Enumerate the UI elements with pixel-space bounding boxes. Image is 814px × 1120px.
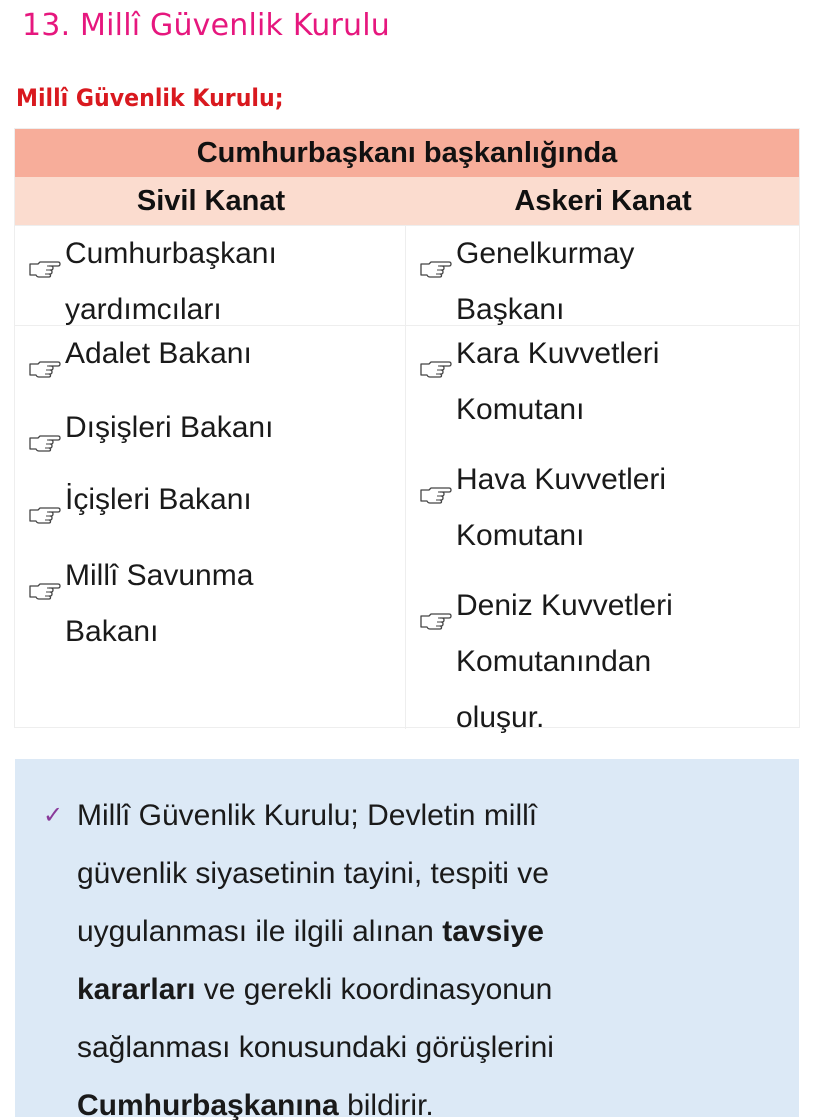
item-line: Komutanı: [456, 519, 585, 552]
pointing-hand-icon: [29, 564, 61, 588]
table-column-headers: [15, 177, 799, 225]
item-line: Adalet Bakanı: [65, 337, 252, 370]
list-item: [65, 226, 277, 338]
item-line: İçişleri Bakanı: [65, 483, 252, 516]
list-item: [456, 452, 666, 564]
civil-cell: [15, 226, 406, 325]
pointing-hand-icon: [420, 242, 452, 266]
item-line: Başkanı: [456, 293, 565, 326]
civil-cell: [15, 326, 406, 729]
note-run: Millî Güvenlik Kurulu; Devletin millî: [77, 799, 538, 832]
item-line: Dışişleri Bakanı: [65, 411, 274, 444]
note-emphasis: Cumhurbaşkanına: [77, 1089, 339, 1120]
table-row: [15, 225, 799, 325]
section-title: 13. Millî Güvenlik Kurulu: [22, 8, 390, 43]
pointing-hand-icon: [420, 468, 452, 492]
list-item: [65, 472, 252, 528]
column-header-military: Askeri Kanat: [514, 185, 692, 217]
military-cell: [406, 226, 799, 325]
note-line: [77, 787, 777, 845]
sub-heading: Millî Güvenlik Kurulu;: [16, 84, 284, 112]
item-line: Cumhurbaşkanı: [65, 237, 277, 270]
note-line: [77, 961, 777, 1019]
pointing-hand-icon: [420, 342, 452, 366]
council-table: [14, 128, 800, 734]
pointing-hand-icon: [420, 594, 452, 618]
checkmark-icon: ✓: [43, 802, 64, 829]
info-note: [15, 759, 799, 1120]
item-line: Genelkurmay: [456, 237, 635, 270]
note-run: bildirir.: [338, 1089, 434, 1120]
note-line: [77, 1019, 777, 1077]
note-run: uygulanması ile ilgili alınan: [77, 915, 443, 948]
note-line: [77, 845, 777, 903]
column-header-civil: Sivil Kanat: [136, 185, 286, 217]
list-item: [456, 226, 634, 338]
note-run: sağlanması konusundaki görüşlerini: [77, 1031, 554, 1064]
list-item: [65, 326, 252, 382]
item-line: Kara Kuvvetleri: [456, 337, 660, 370]
list-item: [456, 326, 659, 438]
table-row: [15, 325, 799, 734]
military-cell: [406, 326, 799, 734]
note-run: ve gerekli koordinasyonun: [195, 973, 553, 1006]
table-header: Cumhurbaşkanı başkanlığında: [15, 129, 799, 177]
item-line: Hava Kuvvetleri: [456, 463, 667, 496]
item-line: Komutanından: [456, 645, 652, 678]
item-line: Komutanı: [456, 393, 585, 426]
note-text: [77, 787, 777, 1120]
pointing-hand-icon: [29, 488, 61, 512]
list-item: [456, 578, 673, 746]
pointing-hand-icon: [29, 342, 61, 366]
pointing-hand-icon: [29, 416, 61, 440]
list-item: [65, 400, 273, 456]
item-line: yardımcıları: [65, 293, 222, 326]
pointing-hand-icon: [29, 242, 61, 266]
item-line: Bakanı: [65, 615, 159, 648]
note-line: [77, 1077, 777, 1120]
list-item: [65, 548, 253, 660]
item-line: oluşur.: [456, 701, 545, 734]
note-emphasis: kararları: [77, 973, 196, 1006]
note-line: [77, 903, 777, 961]
item-line: Deniz Kuvvetleri: [456, 589, 673, 622]
item-line: Millî Savunma: [65, 559, 254, 592]
note-run: güvenlik siyasetinin tayini, tespiti ve: [77, 857, 549, 890]
note-emphasis: tavsiye: [442, 915, 544, 948]
